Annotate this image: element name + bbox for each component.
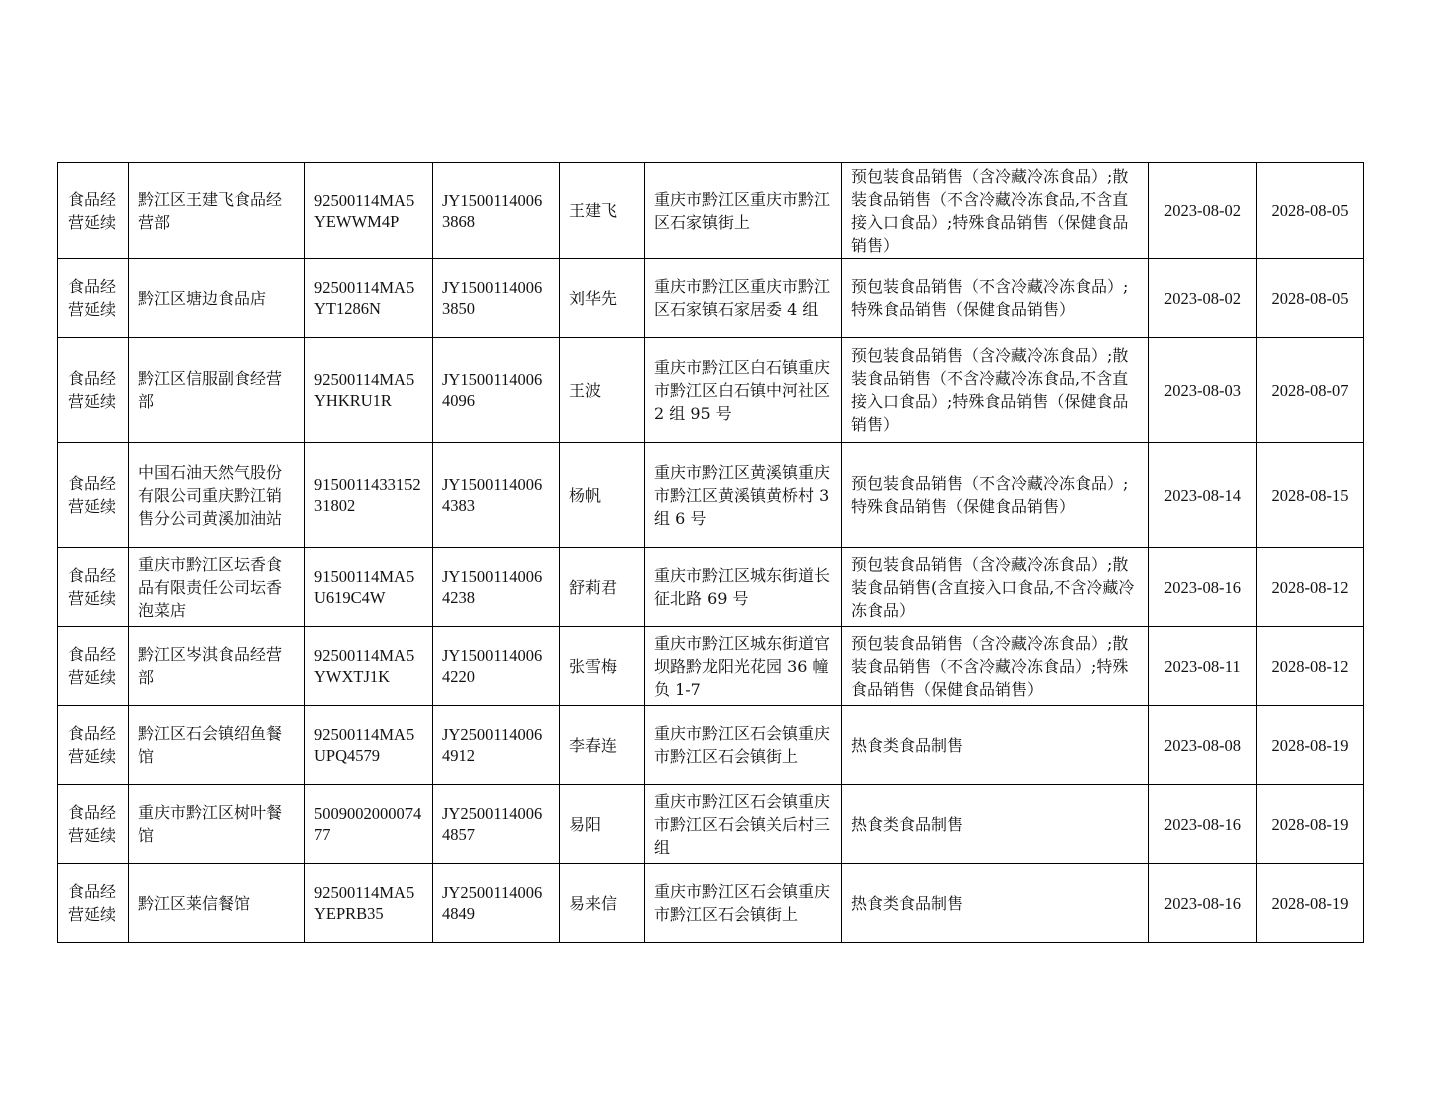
expiry-date: 2028-08-05 <box>1257 259 1364 338</box>
expiry-date: 2028-08-19 <box>1257 706 1364 785</box>
legal-person: 杨帆 <box>560 443 645 548</box>
table-row <box>58 163 1364 259</box>
legal-person: 易阳 <box>560 785 645 864</box>
business-address: 重庆市黔江区石会镇重庆市黔江区石会镇街上 <box>645 864 842 943</box>
table-row <box>58 338 1364 443</box>
business-address: 重庆市黔江区城东街道长征北路 69 号 <box>645 548 842 627</box>
license-table-container <box>57 162 1363 943</box>
expiry-date: 2028-08-07 <box>1257 338 1364 443</box>
issue-date: 2023-08-03 <box>1149 338 1257 443</box>
business-address: 重庆市黔江区石会镇重庆市黔江区石会镇关后村三组 <box>645 785 842 864</box>
license-number: JY15001140064096 <box>433 338 560 443</box>
license-number: JY15001140063868 <box>433 163 560 259</box>
issue-date: 2023-08-16 <box>1149 785 1257 864</box>
license-type: 食品经营延续 <box>58 864 129 943</box>
credit-code: 92500114MA5YEWWM4P <box>305 163 433 259</box>
issue-date: 2023-08-16 <box>1149 548 1257 627</box>
license-type: 食品经营延续 <box>58 443 129 548</box>
credit-code: 92500114MA5YWXTJ1K <box>305 627 433 706</box>
license-number: JY25001140064857 <box>433 785 560 864</box>
license-type: 食品经营延续 <box>58 163 129 259</box>
expiry-date: 2028-08-19 <box>1257 864 1364 943</box>
expiry-date: 2028-08-19 <box>1257 785 1364 864</box>
license-type: 食品经营延续 <box>58 548 129 627</box>
business-name: 重庆市黔江区树叶餐馆 <box>129 785 305 864</box>
license-table <box>57 162 1364 943</box>
license-number: JY15001140063850 <box>433 259 560 338</box>
business-name: 黔江区石会镇绍鱼餐馆 <box>129 706 305 785</box>
business-name: 黔江区王建飞食品经营部 <box>129 163 305 259</box>
license-type: 食品经营延续 <box>58 259 129 338</box>
business-address: 重庆市黔江区城东街道官坝路黔龙阳光花园 36 幢负 1-7 <box>645 627 842 706</box>
business-address: 重庆市黔江区白石镇重庆市黔江区白石镇中河社区 2 组 95 号 <box>645 338 842 443</box>
table-row <box>58 864 1364 943</box>
credit-code: 92500114MA5UPQ4579 <box>305 706 433 785</box>
issue-date: 2023-08-02 <box>1149 259 1257 338</box>
credit-code: 500900200007477 <box>305 785 433 864</box>
business-name: 重庆市黔江区坛香食品有限责任公司坛香泡菜店 <box>129 548 305 627</box>
business-name: 中国石油天然气股份有限公司重庆黔江销售分公司黄溪加油站 <box>129 443 305 548</box>
license-number: JY25001140064849 <box>433 864 560 943</box>
legal-person: 易来信 <box>560 864 645 943</box>
business-scope: 预包装食品销售（含冷藏冷冻食品）;散装食品销售(含直接入口食品,不含冷藏冷冻食品） <box>842 548 1149 627</box>
business-address: 重庆市黔江区黄溪镇重庆市黔江区黄溪镇黄桥村 3 组 6 号 <box>645 443 842 548</box>
business-name: 黔江区岑淇食品经营部 <box>129 627 305 706</box>
business-scope: 预包装食品销售（含冷藏冷冻食品）;散装食品销售（不含冷藏冷冻食品,不含直接入口食品）;特殊食品销售（保健食品销售） <box>842 338 1149 443</box>
license-number: JY15001140064383 <box>433 443 560 548</box>
expiry-date: 2028-08-12 <box>1257 627 1364 706</box>
license-type: 食品经营延续 <box>58 627 129 706</box>
credit-code: 92500114MA5YT1286N <box>305 259 433 338</box>
legal-person: 李春连 <box>560 706 645 785</box>
credit-code: 91500114MA5U619C4W <box>305 548 433 627</box>
business-address: 重庆市黔江区石会镇重庆市黔江区石会镇街上 <box>645 706 842 785</box>
license-number: JY25001140064912 <box>433 706 560 785</box>
expiry-date: 2028-08-12 <box>1257 548 1364 627</box>
issue-date: 2023-08-08 <box>1149 706 1257 785</box>
table-row <box>58 706 1364 785</box>
license-type: 食品经营延续 <box>58 706 129 785</box>
business-scope: 预包装食品销售（不含冷藏冷冻食品）;特殊食品销售（保健食品销售） <box>842 259 1149 338</box>
issue-date: 2023-08-11 <box>1149 627 1257 706</box>
table-row <box>58 627 1364 706</box>
business-scope: 预包装食品销售（不含冷藏冷冻食品）;特殊食品销售（保健食品销售） <box>842 443 1149 548</box>
business-scope: 预包装食品销售（含冷藏冷冻食品）;散装食品销售（不含冷藏冷冻食品,不含直接入口食品）;特殊食品销售（保健食品销售） <box>842 163 1149 259</box>
legal-person: 王建飞 <box>560 163 645 259</box>
business-name: 黔江区莱信餐馆 <box>129 864 305 943</box>
table-row <box>58 785 1364 864</box>
business-scope: 热食类食品制售 <box>842 864 1149 943</box>
business-scope: 热食类食品制售 <box>842 706 1149 785</box>
credit-code: 92500114MA5YEPRB35 <box>305 864 433 943</box>
expiry-date: 2028-08-15 <box>1257 443 1364 548</box>
business-scope: 预包装食品销售（含冷藏冷冻食品）;散装食品销售（不含冷藏冷冻食品）;特殊食品销售（保健食品销售） <box>842 627 1149 706</box>
expiry-date: 2028-08-05 <box>1257 163 1364 259</box>
license-number: JY15001140064238 <box>433 548 560 627</box>
business-address: 重庆市黔江区重庆市黔江区石家镇街上 <box>645 163 842 259</box>
license-type: 食品经营延续 <box>58 338 129 443</box>
legal-person: 张雪梅 <box>560 627 645 706</box>
business-scope: 热食类食品制售 <box>842 785 1149 864</box>
business-name: 黔江区信服副食经营部 <box>129 338 305 443</box>
issue-date: 2023-08-14 <box>1149 443 1257 548</box>
business-name: 黔江区塘边食品店 <box>129 259 305 338</box>
credit-code: 92500114MA5YHKRU1R <box>305 338 433 443</box>
table-row <box>58 443 1364 548</box>
license-type: 食品经营延续 <box>58 785 129 864</box>
table-row <box>58 548 1364 627</box>
legal-person: 舒莉君 <box>560 548 645 627</box>
issue-date: 2023-08-02 <box>1149 163 1257 259</box>
business-address: 重庆市黔江区重庆市黔江区石家镇石家居委 4 组 <box>645 259 842 338</box>
credit-code: 915001143315231802 <box>305 443 433 548</box>
table-row <box>58 259 1364 338</box>
legal-person: 刘华先 <box>560 259 645 338</box>
license-number: JY15001140064220 <box>433 627 560 706</box>
legal-person: 王波 <box>560 338 645 443</box>
issue-date: 2023-08-16 <box>1149 864 1257 943</box>
